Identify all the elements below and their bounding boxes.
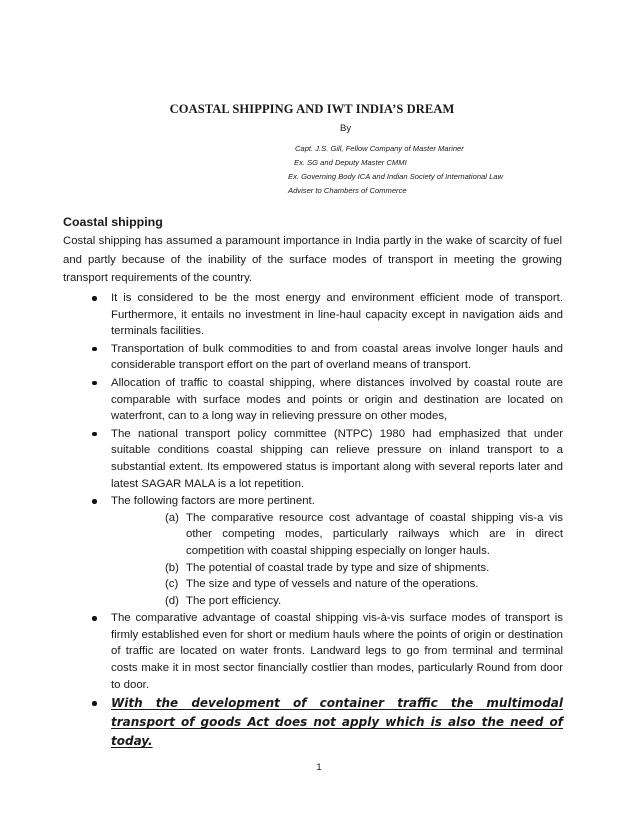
bullet-icon bbox=[92, 616, 97, 621]
factor-list bbox=[111, 510, 563, 610]
author-line-3: Ex. Governing Body ICA and Indian Society of International Law bbox=[288, 172, 504, 181]
bullet-text: Allocation of traffic to coastal shipping, where distances involved by coastal route are comparable with surface modes and points or origin and destination are located on waterfront, can to a long way in relieving pressure on other modes, bbox=[111, 376, 563, 423]
section-heading: Coastal shipping bbox=[63, 215, 163, 229]
bullet-icon bbox=[92, 432, 97, 437]
author-line-4: Adviser to Chambers of Commerce bbox=[288, 186, 407, 195]
page-number: 1 bbox=[316, 762, 322, 773]
factor-marker: (d) bbox=[165, 594, 179, 607]
bullet-text: The comparative advantage of coastal shipping vis-à-vis surface modes of transport is firmly established even for short or medium hauls where the points of origin or destination of traffic are located on water fronts. Landward legs to go from terminal and terminal costs make it in most sector financially costlier than modes, particularly Round from door to door. bbox=[111, 612, 563, 691]
bullet-icon bbox=[92, 296, 97, 301]
bullet-text: It is considered to be the most energy and environment efficient mode of transport. Furthermore, it entails no investment in line-haul capacity except in navigation aids and terminals facilities. bbox=[111, 292, 563, 338]
factor-item bbox=[111, 593, 563, 610]
bullet-icon bbox=[92, 347, 97, 352]
emphasis-text: With the development of container traffic the multimodal transport of goods Act does not apply which is also the need of today. bbox=[111, 696, 563, 749]
list-item bbox=[63, 610, 563, 693]
bullet-list bbox=[63, 290, 563, 752]
author-line-2: Ex. SG and Deputy Master CMMI bbox=[294, 158, 407, 167]
factor-item bbox=[111, 576, 563, 593]
list-item-emphasis bbox=[63, 694, 563, 751]
factor-item bbox=[111, 560, 563, 577]
factor-text: The potential of coastal trade by type and size of shipments. bbox=[186, 561, 490, 574]
author-line-1: Capt. J.S. Gill, Fellow Company of Master Mariner bbox=[295, 144, 464, 153]
list-item bbox=[63, 341, 563, 374]
factor-text: The port efficiency. bbox=[186, 594, 282, 607]
bullet-text: The national transport policy committee (NTPC) 1980 had emphasized that under suitable conditions coastal shipping can relieve pressure on inland transport to a substantial extent. Its empowered status is important along with several reports later and latest SAGAR MALA is a lot repetition. bbox=[111, 427, 563, 490]
document-title: COASTAL SHIPPING AND IWT INDIA’S DREAM bbox=[169, 102, 455, 116]
factor-marker: (c) bbox=[165, 578, 179, 591]
factor-text: The size and type of vessels and nature of the operations. bbox=[186, 578, 479, 591]
bullet-icon bbox=[92, 499, 97, 504]
factor-marker: (b) bbox=[165, 561, 179, 574]
factor-marker: (a) bbox=[165, 511, 179, 524]
bullet-icon bbox=[92, 701, 97, 706]
factor-text: The comparative resource cost advantage of coastal shipping vis-a vis other competing modes, particularly railways which are in direct competition with coastal shipping especially on longer hauls. bbox=[186, 511, 563, 557]
byline: By bbox=[340, 123, 352, 134]
factor-item bbox=[111, 510, 563, 560]
bullet-text: Transportation of bulk commodities to and from coastal areas involve longer hauls and considerable transport effort on the part of overland means of transport. bbox=[111, 342, 563, 372]
intro-paragraph: Costal shipping has assumed a paramount importance in India partly in the wake of scarcity of fuel and partly because of the inability of the surface modes of transport in meeting the growing transport requirements of the country. bbox=[63, 235, 562, 284]
list-item bbox=[63, 493, 563, 609]
list-item bbox=[63, 426, 563, 492]
list-item bbox=[63, 375, 563, 425]
bullet-icon bbox=[92, 381, 97, 386]
bullet-text: The following factors are more pertinent. bbox=[111, 495, 315, 508]
list-item bbox=[63, 290, 563, 340]
